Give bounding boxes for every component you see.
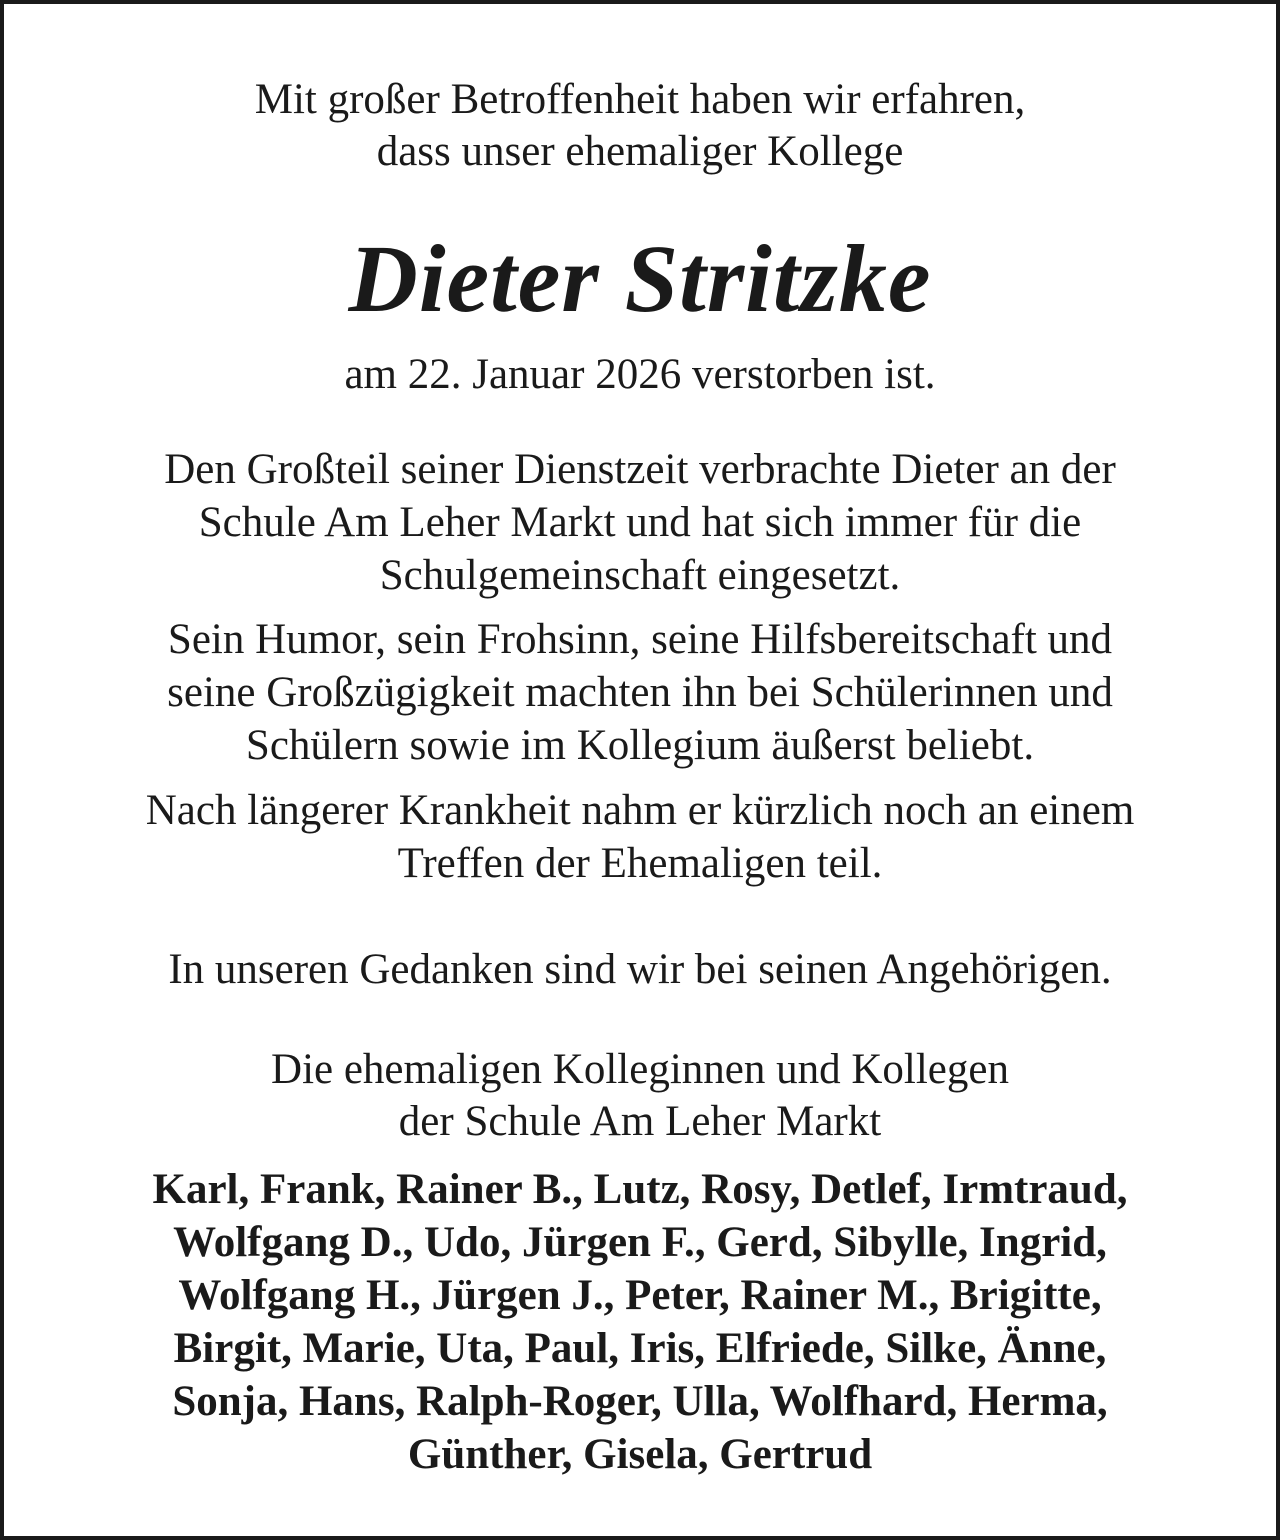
names-line-2: Wolfgang D., Udo, Jürgen F., Gerd, Sibylle, Ingrid, bbox=[173, 1219, 1107, 1266]
intro-line-2: dass unser ehemaliger Kollege bbox=[376, 128, 904, 175]
signature-line-2: der Schule Am Leher Markt bbox=[398, 1098, 882, 1145]
names-line-6: Günther, Gisela, Gertrud bbox=[407, 1431, 873, 1478]
paragraph-2-line-1: Sein Humor, sein Frohsinn, seine Hilfsbereitschaft und bbox=[167, 616, 1113, 663]
names-line-3: Wolfgang H., Jürgen J., Peter, Rainer M., Brigitte, bbox=[178, 1272, 1102, 1319]
names-line-5: Sonja, Hans, Ralph-Roger, Ulla, Wolfhard, Herma, bbox=[172, 1378, 1108, 1425]
paragraph-1-line-3: Schulgemeinschaft eingesetzt. bbox=[379, 552, 901, 599]
intro-line-1: Mit großer Betroffenheit haben wir erfahren, bbox=[254, 76, 1026, 123]
paragraph-2-line-2: seine Großzügigkeit machten ihn bei Schülerinnen und bbox=[167, 669, 1113, 716]
names-line-1: Karl, Frank, Rainer B., Lutz, Rosy, Detlef, Irmtraud, bbox=[152, 1166, 1128, 1213]
paragraph-2-line-3: Schülern sowie im Kollegium äußerst beliebt. bbox=[245, 722, 1035, 769]
signature-line-1: Die ehemaligen Kolleginnen und Kollegen bbox=[271, 1046, 1009, 1093]
paragraph-3-line-1: Nach längerer Krankheit nahm er kürzlich noch an einem bbox=[145, 787, 1135, 834]
deceased-name: Dieter Stritzke bbox=[348, 225, 932, 332]
paragraph-3-line-2: Treffen der Ehemaligen teil. bbox=[397, 840, 883, 887]
death-date-line: am 22. Januar 2026 verstorben ist. bbox=[344, 351, 936, 398]
thoughts-line: In unseren Gedanken sind wir bei seinen Angehörigen. bbox=[168, 946, 1112, 993]
paragraph-1-line-1: Den Großteil seiner Dienstzeit verbrachte Dieter an der bbox=[164, 446, 1116, 493]
names-line-4: Birgit, Marie, Uta, Paul, Iris, Elfriede, Silke, Änne, bbox=[173, 1325, 1107, 1372]
paragraph-1-line-2: Schule Am Leher Markt und hat sich immer für die bbox=[198, 499, 1082, 546]
